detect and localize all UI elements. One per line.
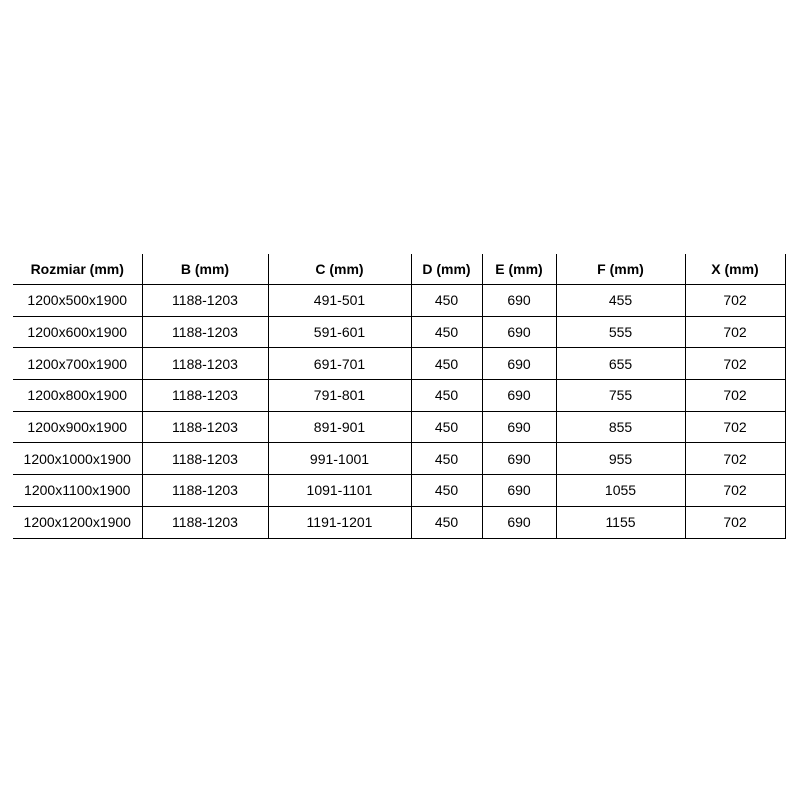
cell-c: 691-701 bbox=[268, 348, 411, 380]
cell-x: 702 bbox=[685, 443, 785, 475]
column-header-b: B (mm) bbox=[142, 254, 268, 285]
table-row bbox=[13, 475, 785, 507]
cell-e: 690 bbox=[482, 411, 556, 443]
cell-f: 855 bbox=[556, 411, 685, 443]
table-row bbox=[13, 348, 785, 380]
cell-c: 791-801 bbox=[268, 380, 411, 412]
cell-x: 702 bbox=[685, 411, 785, 443]
cell-d: 450 bbox=[411, 316, 482, 348]
cell-rozmiar: 1200x500x1900 bbox=[13, 285, 142, 317]
cell-rozmiar: 1200x800x1900 bbox=[13, 380, 142, 412]
cell-b: 1188-1203 bbox=[142, 443, 268, 475]
table-row bbox=[13, 316, 785, 348]
table-row bbox=[13, 285, 785, 317]
column-header-rozmiar: Rozmiar (mm) bbox=[13, 254, 142, 285]
table-row bbox=[13, 411, 785, 443]
cell-e: 690 bbox=[482, 285, 556, 317]
column-header-d: D (mm) bbox=[411, 254, 482, 285]
cell-b: 1188-1203 bbox=[142, 348, 268, 380]
cell-b: 1188-1203 bbox=[142, 506, 268, 538]
cell-d: 450 bbox=[411, 380, 482, 412]
cell-b: 1188-1203 bbox=[142, 285, 268, 317]
cell-x: 702 bbox=[685, 506, 785, 538]
cell-c: 991-1001 bbox=[268, 443, 411, 475]
cell-x: 702 bbox=[685, 475, 785, 507]
cell-d: 450 bbox=[411, 443, 482, 475]
cell-f: 1055 bbox=[556, 475, 685, 507]
cell-rozmiar: 1200x700x1900 bbox=[13, 348, 142, 380]
cell-rozmiar: 1200x600x1900 bbox=[13, 316, 142, 348]
cell-rozmiar: 1200x1200x1900 bbox=[13, 506, 142, 538]
column-header-c: C (mm) bbox=[268, 254, 411, 285]
cell-x: 702 bbox=[685, 348, 785, 380]
dimensions-table bbox=[13, 254, 786, 539]
cell-c: 1091-1101 bbox=[268, 475, 411, 507]
cell-rozmiar: 1200x1000x1900 bbox=[13, 443, 142, 475]
cell-f: 555 bbox=[556, 316, 685, 348]
cell-f: 955 bbox=[556, 443, 685, 475]
cell-b: 1188-1203 bbox=[142, 411, 268, 443]
cell-rozmiar: 1200x1100x1900 bbox=[13, 475, 142, 507]
cell-e: 690 bbox=[482, 316, 556, 348]
cell-e: 690 bbox=[482, 348, 556, 380]
cell-c: 891-901 bbox=[268, 411, 411, 443]
column-header-e: E (mm) bbox=[482, 254, 556, 285]
cell-d: 450 bbox=[411, 348, 482, 380]
table-row bbox=[13, 506, 785, 538]
header-row bbox=[13, 254, 785, 285]
cell-b: 1188-1203 bbox=[142, 475, 268, 507]
cell-d: 450 bbox=[411, 475, 482, 507]
cell-d: 450 bbox=[411, 285, 482, 317]
table-row bbox=[13, 380, 785, 412]
cell-x: 702 bbox=[685, 380, 785, 412]
cell-e: 690 bbox=[482, 475, 556, 507]
column-header-x: X (mm) bbox=[685, 254, 785, 285]
dimensions-table-container bbox=[13, 254, 786, 539]
cell-x: 702 bbox=[685, 285, 785, 317]
cell-f: 1155 bbox=[556, 506, 685, 538]
cell-b: 1188-1203 bbox=[142, 316, 268, 348]
cell-b: 1188-1203 bbox=[142, 380, 268, 412]
cell-c: 591-601 bbox=[268, 316, 411, 348]
table-row bbox=[13, 443, 785, 475]
cell-rozmiar: 1200x900x1900 bbox=[13, 411, 142, 443]
cell-f: 755 bbox=[556, 380, 685, 412]
cell-e: 690 bbox=[482, 443, 556, 475]
cell-c: 491-501 bbox=[268, 285, 411, 317]
cell-d: 450 bbox=[411, 411, 482, 443]
cell-e: 690 bbox=[482, 380, 556, 412]
cell-x: 702 bbox=[685, 316, 785, 348]
cell-f: 455 bbox=[556, 285, 685, 317]
cell-f: 655 bbox=[556, 348, 685, 380]
cell-c: 1191-1201 bbox=[268, 506, 411, 538]
cell-d: 450 bbox=[411, 506, 482, 538]
column-header-f: F (mm) bbox=[556, 254, 685, 285]
cell-e: 690 bbox=[482, 506, 556, 538]
